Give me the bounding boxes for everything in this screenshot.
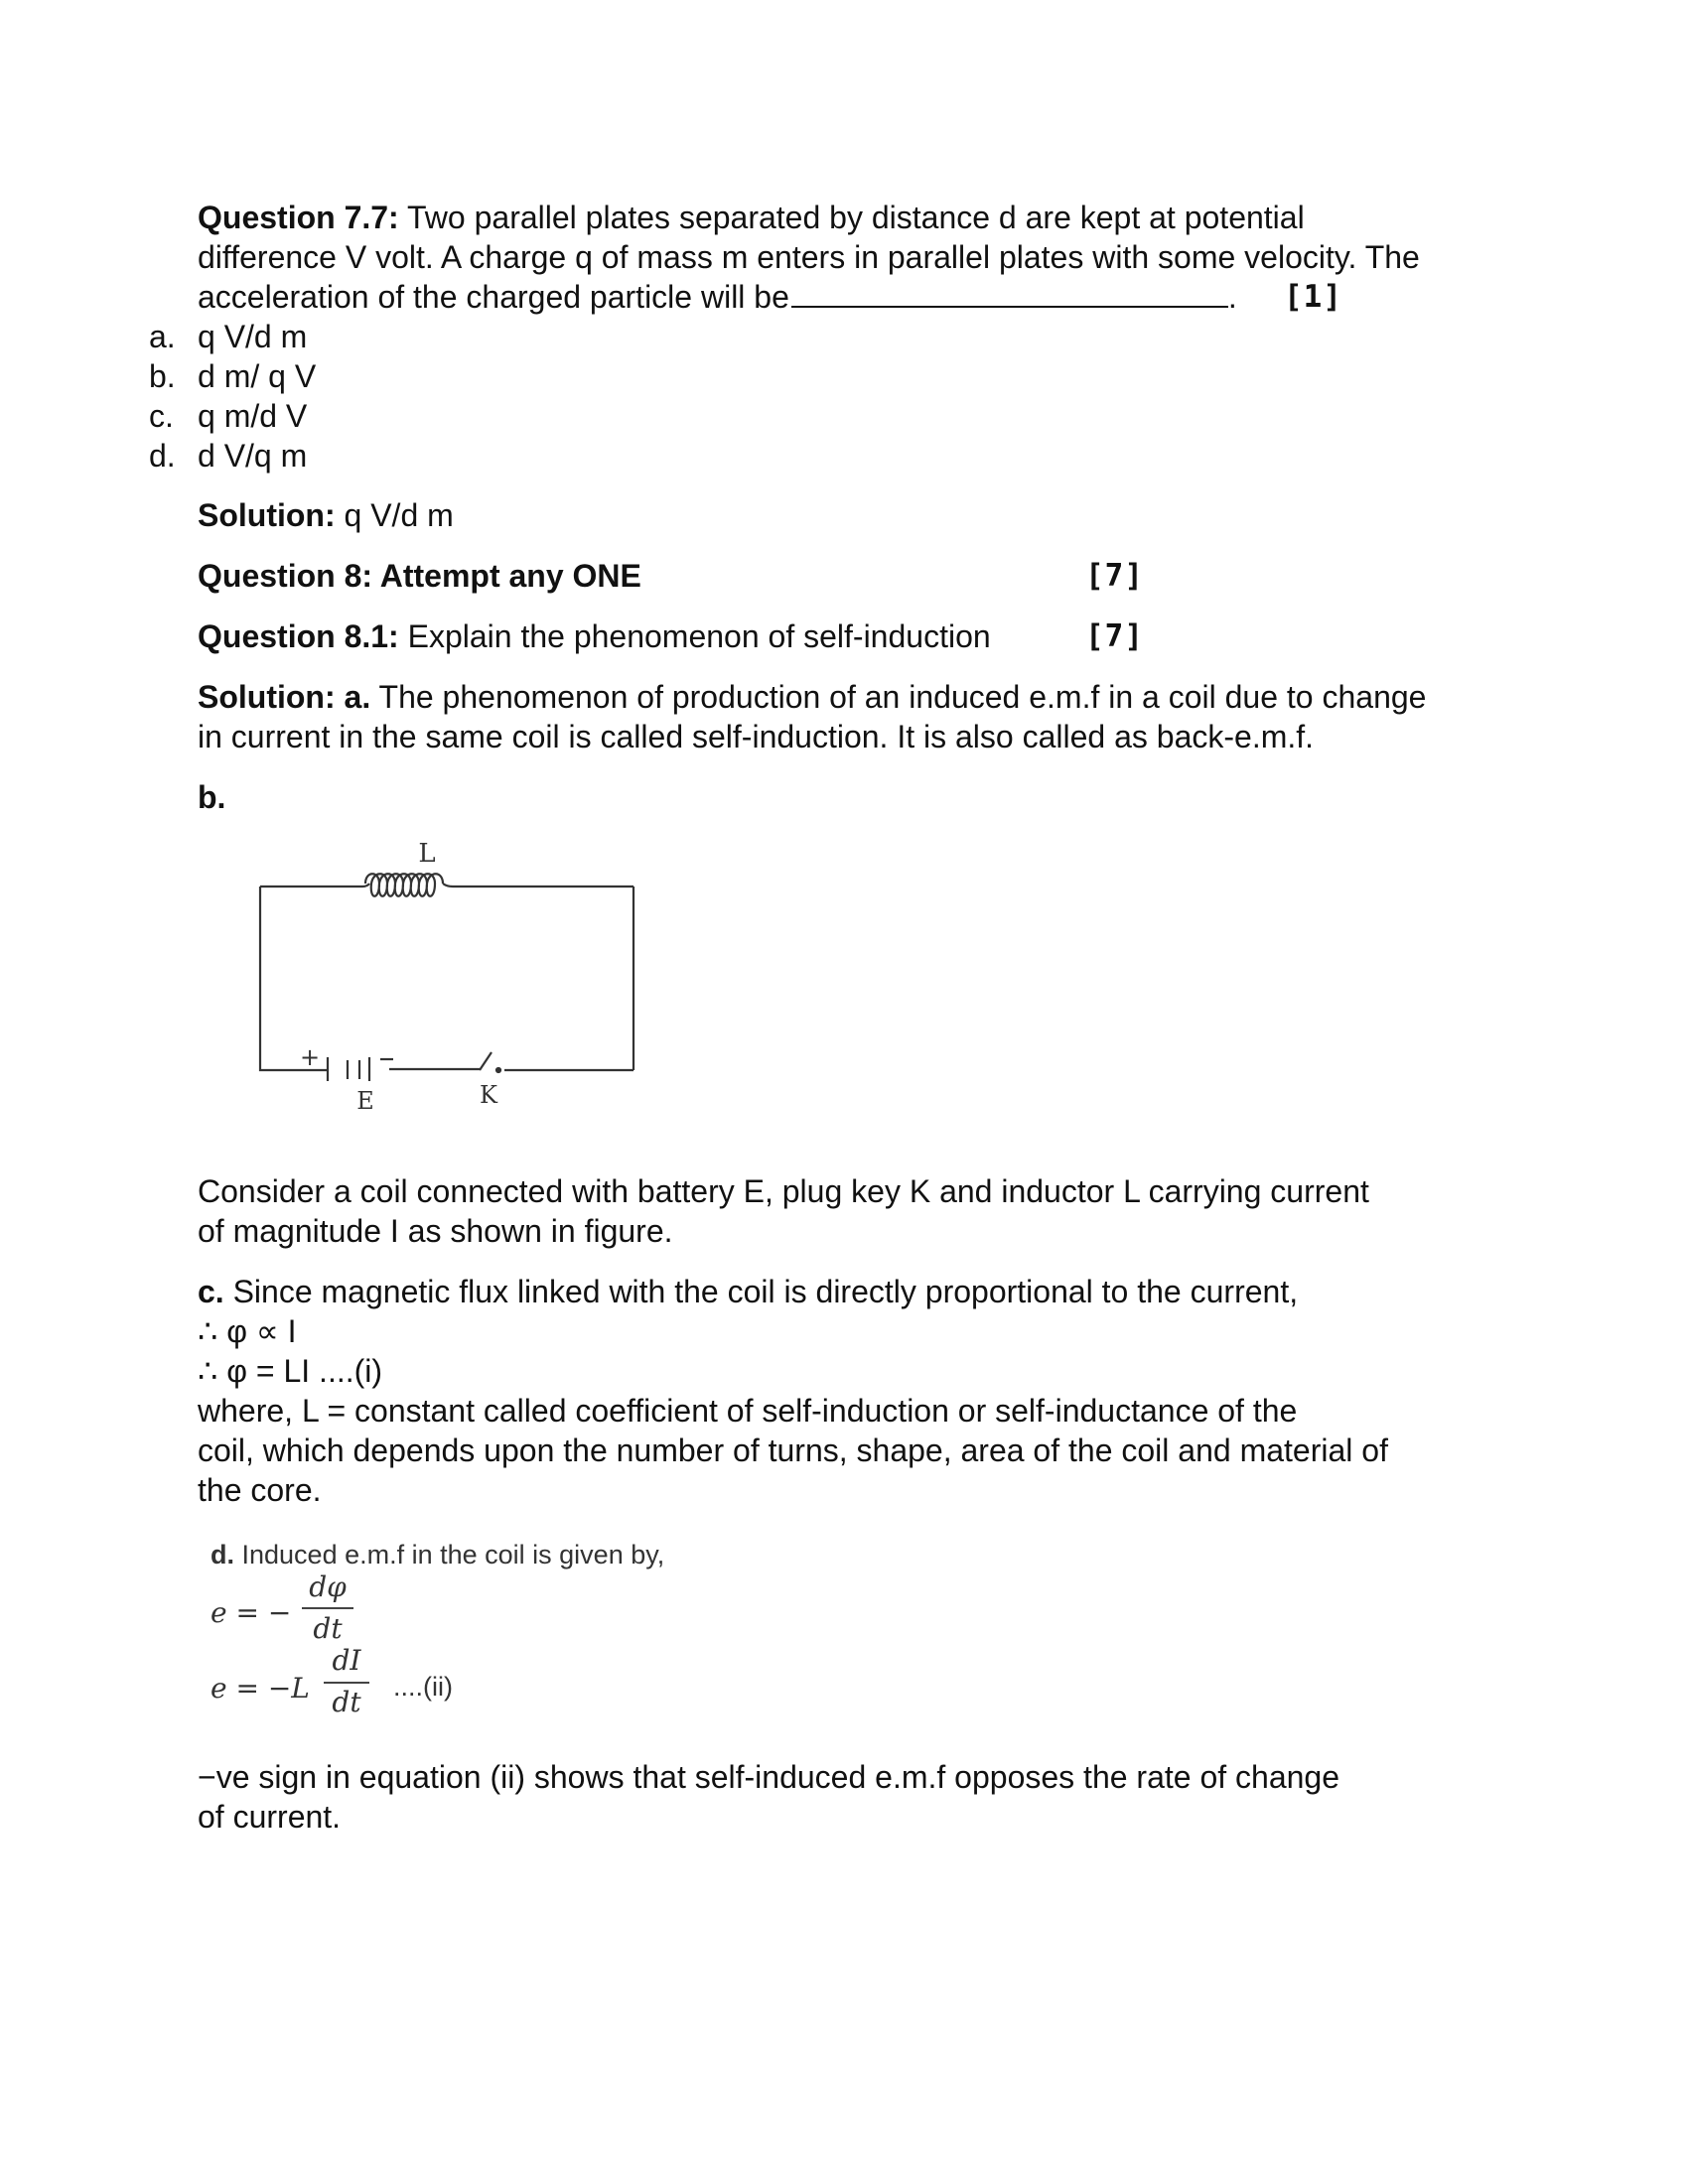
battery-cells [328,1057,369,1081]
sol-a-line2: in current in the same coil is called self-induction. It is also called as back-e.m.f. [198,719,1315,754]
sol-a-line1: Solution: a. The phenomenon of production of an induced e.m.f in a coil due to change [198,679,1427,715]
answer-blank [791,278,1228,308]
option-text: q m/d V [198,398,308,434]
option-text: q V/d m [198,319,308,354]
eq2-tag: ....(ii) [393,1672,453,1702]
eq2-lhs: e = −L [211,1672,310,1705]
q77-marks: [1] [1284,279,1342,315]
option-text: d m/ q V [198,358,317,394]
plus-sign: + [299,1043,321,1071]
q8-heading: Question 8: Attempt any ONE [198,558,641,594]
sol-c-line3: ∴ φ = LI ....(i) [198,1353,383,1389]
q81-marks: [7] [1085,618,1144,654]
circuit-diagram [238,829,655,1127]
option-text: d V/q m [198,438,308,474]
option-letter: d. [149,438,176,474]
eq2-denominator: dt [332,1686,361,1718]
sol-c-line5: coil, which depends upon the number of turns, shape, area of the coil and material of [198,1433,1388,1468]
eq1-lhs: e = − [211,1596,292,1629]
sol-b-line1: Consider a coil connected with battery E, plug key K and inductor L carrying current [198,1173,1369,1209]
eq2-numerator: dI [332,1644,361,1677]
equation-block [211,1537,767,1750]
eq1-numerator: dφ [309,1570,347,1603]
option-letter: a. [149,319,176,354]
sol-e-line2: of current. [198,1799,342,1835]
inductor-coil [365,874,443,896]
q77-line2: difference V volt. A charge q of mass m enters in parallel plates with some velocity. The [198,239,1420,275]
sol-b-label: b. [198,779,226,815]
q77-label: Question 7.7: [198,200,399,235]
option-letter: c. [149,398,174,434]
q8-marks: [7] [1085,558,1144,594]
q77-line3: acceleration of the charged particle will be . [198,279,1237,315]
sol-e-line1: −ve sign in equation (ii) shows that self-induced e.m.f opposes the rate of change [198,1759,1340,1795]
eq1-denominator: dt [313,1612,343,1645]
sol-d-line: d. Induced e.m.f in the coil is given by, [211,1540,665,1570]
sol-c-line2: ∴ φ ∝ I [198,1313,297,1349]
battery-label: E [356,1087,374,1115]
q81-heading: Question 8.1: Explain the phenomenon of self-induction [198,618,991,654]
eq1-fraction-bar [302,1607,353,1609]
eq2-fraction-bar [324,1682,369,1684]
sol-c-line1: c. Since magnetic flux linked with the coil is directly proportional to the current, [198,1274,1299,1309]
sol-c-line6: the core. [198,1472,322,1508]
key-label: K [480,1081,497,1109]
sol-b-line2: of magnitude I as shown in figure. [198,1213,673,1249]
sol-c-line4: where, L = constant called coefficient of self-induction or self-inductance of the [198,1393,1298,1429]
q77-solution: Solution: q V/d m [198,497,454,533]
inductor-label: L [418,839,436,869]
plug-key [480,1052,492,1070]
option-letter: b. [149,358,176,394]
q77-line1: Question 7.7: Two parallel plates separated by distance d are kept at potential [198,200,1305,235]
